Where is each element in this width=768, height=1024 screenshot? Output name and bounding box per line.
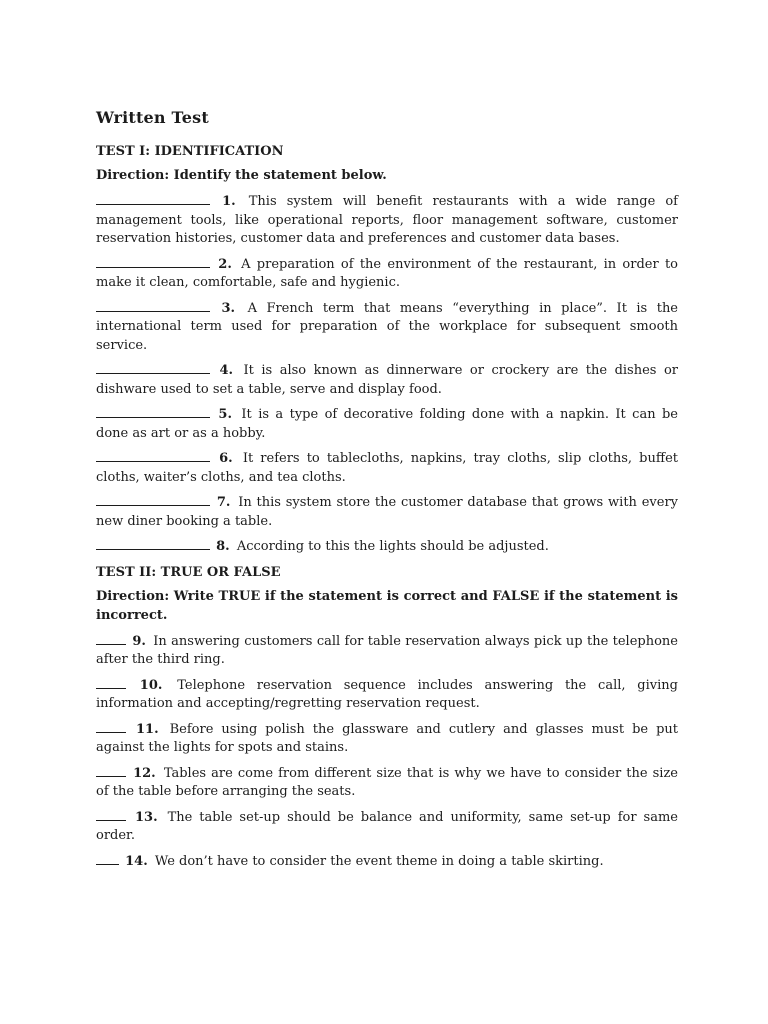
item-text: The table set-up should be balance and uniformity, same set-up for same order. — [96, 809, 679, 843]
answer-blank[interactable] — [96, 852, 119, 865]
test2-item-12 — [96, 764, 678, 802]
test2-item-10 — [96, 676, 678, 714]
test1-item-7 — [96, 493, 678, 531]
answer-blank[interactable] — [96, 255, 210, 268]
test1-item-8 — [96, 537, 678, 557]
item-number: 10. — [139, 677, 163, 693]
answer-blank[interactable] — [96, 808, 126, 821]
answer-blank[interactable] — [96, 537, 210, 550]
item-number: 8. — [216, 539, 230, 554]
answer-blank[interactable] — [96, 361, 210, 374]
item-text: It refers to tablecloths, napkins, tray cloths, slip cloths, buffet cloths, waiter’s cloths, and tea cloths. — [96, 451, 679, 485]
test1-item-1 — [96, 192, 678, 249]
answer-blank[interactable] — [96, 449, 210, 462]
item-number: 1. — [222, 194, 236, 209]
answer-blank[interactable] — [96, 493, 210, 506]
item-text: A French term that means “everything in place”. It is the international term used for preparation of the workplace for subsequent smooth service. — [96, 300, 679, 353]
test2-direction: Direction: Write TRUE if the statement is correct and FALSE if the statement is incorrect. — [96, 588, 678, 623]
answer-blank[interactable] — [96, 405, 210, 418]
answer-blank[interactable] — [96, 632, 126, 645]
item-number: 3. — [221, 300, 236, 316]
item-number: 6. — [219, 451, 233, 466]
item-number: 11. — [136, 721, 159, 737]
item-text: We don’t have to consider the event theme in doing a table skirting. — [154, 853, 604, 869]
item-number: 5. — [218, 407, 232, 422]
item-text: According to this the lights should be adjusted. — [236, 539, 549, 554]
test1-item-3 — [96, 299, 678, 356]
test1-item-4 — [96, 361, 678, 399]
item-text: A preparation of the environment of the restaurant, in order to make it clean, comfortable, safe and hygienic. — [96, 256, 678, 290]
test2-item-11 — [96, 720, 678, 758]
answer-blank[interactable] — [96, 299, 210, 312]
test1-item-2 — [96, 255, 678, 293]
test2-item-14 — [96, 852, 678, 872]
test1-item-5 — [96, 405, 678, 443]
test1-item-6 — [96, 449, 678, 487]
answer-blank[interactable] — [96, 720, 126, 733]
item-text: It is also known as dinnerware or crockery are the dishes or dishware used to set a table, serve and display food. — [96, 363, 678, 397]
item-text: Tables are come from different size that is why we have to consider the size of the table before arranging the seats. — [96, 765, 678, 799]
item-number: 14. — [125, 853, 148, 869]
item-number: 7. — [216, 495, 231, 510]
item-text: Telephone reservation sequence includes answering the call, giving information and accepting/regretting reservation request. — [96, 677, 678, 711]
item-number: 9. — [132, 633, 146, 649]
item-text: Before using polish the glassware and cutlery and glasses must be put against the lights for spots and stains. — [96, 721, 678, 755]
item-number: 2. — [218, 256, 232, 272]
answer-blank[interactable] — [96, 192, 210, 205]
test1-heading: TEST I: IDENTIFICATION — [96, 144, 284, 159]
item-number: 13. — [134, 809, 158, 825]
item-text: In this system store the customer database that grows with every new diner booking a table. — [96, 495, 679, 529]
page-title: Written Test — [96, 108, 209, 127]
test2-item-9 — [96, 632, 678, 670]
item-text: It is a type of decorative folding done with a napkin. It can be done as art or as a hobby. — [96, 407, 679, 441]
item-number: 12. — [133, 765, 156, 781]
test2-heading: TEST II: TRUE OR FALSE — [96, 564, 281, 580]
test2-item-13 — [96, 808, 678, 846]
test1-direction: Direction: Identify the statement below. — [96, 168, 387, 183]
answer-blank[interactable] — [96, 676, 126, 689]
answer-blank[interactable] — [96, 764, 126, 777]
item-number: 4. — [219, 363, 234, 378]
item-text: In answering customers call for table reservation always pick up the telephone after the third ring. — [96, 633, 678, 667]
item-text: This system will benefit restaurants with a wide range of management tools, like operational reports, floor management software, customer reservation histories, customer data and preferences and customer data bases. — [96, 194, 678, 246]
